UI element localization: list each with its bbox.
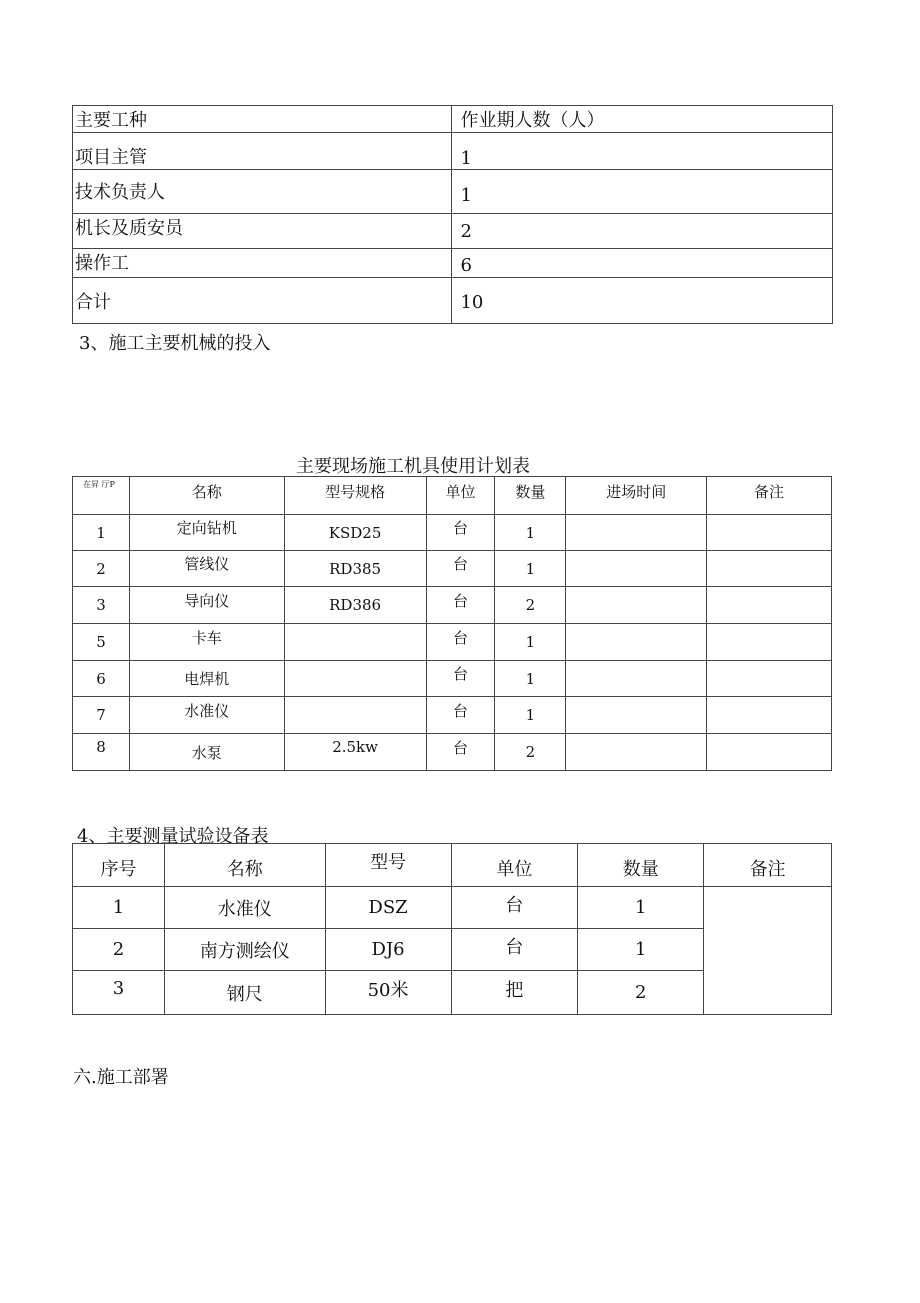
table-row: [73, 887, 832, 929]
equipment-model: KSD25: [284, 515, 426, 551]
measure-qty: 2: [578, 971, 704, 1015]
equipment-entry: [566, 661, 707, 697]
staff-role: 机长及质安员: [73, 214, 452, 249]
section6-heading: 六.施工部署: [73, 1067, 169, 1088]
equipment-entry: [566, 734, 707, 771]
equipment-qty: 2: [495, 734, 566, 771]
equipment-header-no: 在昇 厅P: [73, 477, 130, 515]
table-row: [73, 515, 832, 551]
equipment-table-header: [73, 477, 832, 515]
equipment-note: [707, 587, 832, 624]
equipment-qty: 1: [495, 661, 566, 697]
equipment-header-unit: 单位: [426, 477, 495, 515]
table-row: [73, 214, 833, 249]
equipment-unit: 台: [426, 551, 495, 587]
measure-no: 2: [73, 929, 165, 971]
equipment-name: 定向钻机: [129, 515, 284, 551]
equipment-no: 7: [73, 697, 130, 734]
measure-no: 3: [73, 971, 165, 1015]
staff-count: 1: [452, 133, 833, 170]
staff-count: 10: [452, 278, 833, 324]
equipment-entry: [566, 587, 707, 624]
equipment-no: 2: [73, 551, 130, 587]
table-row: [73, 133, 833, 170]
equipment-model: RD386: [284, 587, 426, 624]
equipment-name: 电焊机: [129, 661, 284, 697]
equipment-no: 8: [73, 734, 130, 771]
measure-qty: 1: [578, 929, 704, 971]
measure-name: 水准仪: [164, 887, 325, 929]
equipment-unit: 台: [426, 661, 495, 697]
equipment-unit: 台: [426, 734, 495, 771]
measure-qty: 1: [578, 887, 704, 929]
equipment-unit: 台: [426, 587, 495, 624]
measure-unit: 台: [451, 929, 578, 971]
equipment-note: [707, 734, 832, 771]
staff-table: [72, 105, 833, 324]
measure-name: 南方测绘仪: [164, 929, 325, 971]
equipment-header-qty: 数量: [495, 477, 566, 515]
measure-table: [72, 843, 832, 1015]
equipment-name: 卡车: [129, 624, 284, 661]
measure-unit: 把: [451, 971, 578, 1015]
table-row: [73, 661, 832, 697]
equipment-header-note: 备注: [707, 477, 832, 515]
staff-count: 1: [452, 170, 833, 214]
section4-heading: 4、主要测量试验设备表: [77, 826, 269, 847]
measure-header-model: 型号: [325, 844, 451, 887]
equipment-no: 3: [73, 587, 130, 624]
table-row: [73, 734, 832, 771]
measure-no: 1: [73, 887, 165, 929]
equipment-unit: 台: [426, 624, 495, 661]
equipment-name: 导向仪: [129, 587, 284, 624]
staff-role: 技术负责人: [73, 170, 452, 214]
equipment-note: [707, 661, 832, 697]
equipment-qty: 1: [495, 697, 566, 734]
equipment-unit: 台: [426, 697, 495, 734]
equipment-model: RD385: [284, 551, 426, 587]
equipment-name: 管线仪: [129, 551, 284, 587]
staff-table-header: [73, 106, 833, 133]
equipment-table: [72, 476, 832, 771]
equipment-model: 2.5kw: [284, 734, 426, 771]
staff-role: 操作工: [73, 249, 452, 278]
equipment-entry: [566, 551, 707, 587]
equipment-model: [284, 624, 426, 661]
equipment-header-entry: 进场时间: [566, 477, 707, 515]
measure-model: 50米: [325, 971, 451, 1015]
staff-role: 项目主管: [73, 133, 452, 170]
table-row: [73, 551, 832, 587]
measure-model: DSZ: [325, 887, 451, 929]
measure-header-name: 名称: [164, 844, 325, 887]
measure-header-qty: 数量: [578, 844, 704, 887]
staff-count: 2: [452, 214, 833, 249]
equipment-note: [707, 515, 832, 551]
equipment-qty: 1: [495, 515, 566, 551]
equipment-qty: 1: [495, 551, 566, 587]
equipment-model: [284, 697, 426, 734]
equipment-header-name: 名称: [129, 477, 284, 515]
equipment-note: [707, 697, 832, 734]
staff-count: 6: [452, 249, 833, 278]
equipment-header-model: 型号规格: [284, 477, 426, 515]
measure-header-note: 备注: [704, 844, 832, 887]
equipment-qty: 2: [495, 587, 566, 624]
equipment-qty: 1: [495, 624, 566, 661]
section3-heading: 3、施工主要机械的投入: [79, 333, 271, 354]
table-row: [73, 170, 833, 214]
measure-header-no: 序号: [73, 844, 165, 887]
table-row: [73, 278, 833, 324]
table-row: [73, 587, 832, 624]
table-row: [73, 697, 832, 734]
measure-name: 钢尺: [164, 971, 325, 1015]
equipment-note: [707, 624, 832, 661]
equipment-table-caption: 主要现场施工机具使用计划表: [296, 456, 530, 477]
equipment-no: 5: [73, 624, 130, 661]
equipment-entry: [566, 697, 707, 734]
equipment-unit: 台: [426, 515, 495, 551]
staff-header-role: 主要工种: [73, 106, 452, 133]
measure-model: DJ6: [325, 929, 451, 971]
staff-header-count: 作业期人数（人）: [452, 106, 833, 133]
measure-table-header: [73, 844, 832, 887]
equipment-model: [284, 661, 426, 697]
table-row: [73, 249, 833, 278]
equipment-name: 水泵: [129, 734, 284, 771]
staff-role: 合计: [73, 278, 452, 324]
equipment-entry: [566, 515, 707, 551]
equipment-entry: [566, 624, 707, 661]
equipment-no: 1: [73, 515, 130, 551]
equipment-name: 水准仪: [129, 697, 284, 734]
measure-note: [704, 887, 832, 1015]
measure-header-unit: 单位: [451, 844, 578, 887]
measure-unit: 台: [451, 887, 578, 929]
equipment-note: [707, 551, 832, 587]
table-row: [73, 624, 832, 661]
equipment-no: 6: [73, 661, 130, 697]
